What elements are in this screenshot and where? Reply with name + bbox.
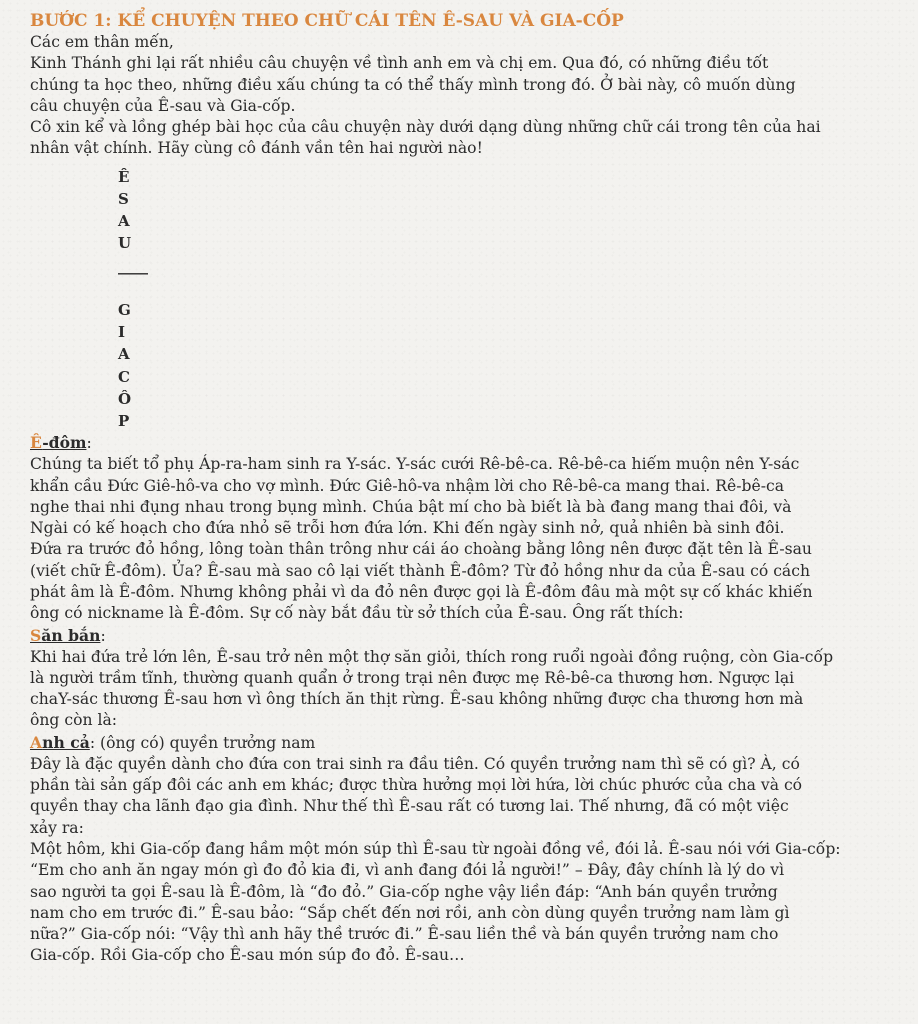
text-line: Khi hai đứa trẻ lớn lên, Ê-sau trở nên một thợ săn giỏi, thích rong ruổi ngoài đồng ruộng, còn Gia-cốp <box>30 647 834 666</box>
letter-separator: ____ <box>118 256 148 275</box>
text-line: ông có nickname là Ê-đôm. Sự cố này bắt đầu từ sở thích của Ê-sau. Ông rất thích: <box>30 604 684 623</box>
heading-initial: A <box>30 732 43 752</box>
letter: A <box>118 345 130 364</box>
heading-rest: -đôm <box>42 433 87 453</box>
text-line: quyền thay cha lãnh đạo gia đình. Như thế thì Ê-sau rất có tương lai. Thế nhưng, đã có một việc <box>30 797 789 816</box>
text-line: phát âm là Ê-đôm. Nhưng không phải vì da đỏ nên được gọi là Ê-đôm đâu mà một sự cố khác khiến <box>30 583 813 601</box>
heading-rest: nh cả <box>42 732 90 752</box>
text-line: Ngài có kế hoạch cho đứa nhỏ sẽ trỗi hơn đứa lớn. Khi đến ngày sinh nở, quả nhiên bà sinh đôi. <box>30 519 785 538</box>
document-page <box>30 10 902 967</box>
text-line: sao người ta gọi Ê-sau là Ê-đôm, là “đo đỏ.” Gia-cốp nghe vậy liền đáp: “Anh bán quyền trưởng <box>30 882 778 901</box>
heading-initial: S <box>30 625 42 645</box>
text-line: xảy ra: <box>30 818 84 837</box>
text-line: nghe thai nhi đụng nhau trong bụng mình. Chúa bật mí cho bà biết là bà đang mang thai đôi, và <box>30 497 792 516</box>
letter-spacer <box>118 277 902 299</box>
text-line: (viết chữ Ê-đôm). Ủa? Ê-sau mà sao cô lại viết thành Ê-đôm? Từ đỏ hồng như da của Ê-sau có cách <box>30 561 811 580</box>
text-line: nữa?” Gia-cốp nói: “Vậy thì anh hãy thề trước đi.” Ê-sau liền thề và bán quyền trưởng nam cho <box>30 925 779 944</box>
letter: G <box>118 301 131 319</box>
section-heading <box>30 732 902 754</box>
page-title: BƯỚC 1: KỂ CHUYỆN THEO CHỮ CÁI TÊN Ê-SAU VÀ GIA-CỐP <box>30 11 624 31</box>
letter: Ê <box>118 167 130 186</box>
text-line: chaY-sác thương Ê-sau hơn vì ông thích ăn thịt rừng. Ê-sau không những được cha thương hơn mà <box>30 690 804 709</box>
intro-text <box>30 32 902 160</box>
text-line: “Em cho anh ăn ngay món gì đo đỏ kia đi, vì anh đang đói lả người!” – Đây, đây chính là lý do vì <box>30 861 785 880</box>
text-line: Đứa ra trước đỏ hồng, lông toàn thân trông như cái áo choàng bằng lông nên được đặt tên là Ê-sau <box>30 540 812 559</box>
section-san-ban <box>30 625 902 732</box>
text-line: chúng ta học theo, những điều xấu chúng ta có thể thấy mình trong đó. Ở bài này, cô muốn dùng <box>30 75 796 94</box>
section-e-dom <box>30 432 902 624</box>
letter: S <box>118 189 129 208</box>
letter: C <box>118 367 130 386</box>
section-heading <box>30 432 902 454</box>
heading-rest: ăn bắn <box>41 625 101 645</box>
heading-initial: Ê <box>30 433 43 453</box>
text-line: câu chuyện của Ê-sau và Gia-cốp. <box>30 96 296 115</box>
letter: Ô <box>118 389 132 408</box>
text-line: Cô xin kể và lồng ghép bài học của câu chuyện này dưới dạng dùng những chữ cái trong tên của hai <box>30 118 821 137</box>
text-line: Gia-cốp. Rồi Gia-cốp cho Ê-sau món súp đo đỏ. Ê-sau… <box>30 946 465 965</box>
section-heading <box>30 625 902 647</box>
heading-suffix: : <box>86 434 92 453</box>
text-line: Đây là đặc quyền dành cho đứa con trai sinh ra đầu tiên. Có quyền trưởng nam thì sẽ có gì? À, có <box>30 754 800 773</box>
text-line: phần tài sản gấp đôi các anh em khác; được thừa hưởng mọi lời hứa, lời chúc phước của cha và có <box>30 776 803 795</box>
text-line: Một hôm, khi Gia-cốp đang hầm một món súp thì Ê-sau từ ngoài đồng về, đói lả. Ê-sau nói với Gia-cốp: <box>30 839 841 858</box>
text-line: là người trầm tĩnh, thường quanh quẩn ở trong trại nên được mẹ Rê-bê-ca thương hơn. Ngược lại <box>30 668 795 687</box>
text-line: nam cho em trước đi.” Ê-sau bảo: “Sắp chết đến nơi rồi, anh còn dùng quyền trưởng nam làm gì <box>30 903 790 922</box>
letter: I <box>118 323 126 342</box>
text-line: ông còn là: <box>30 711 118 730</box>
text-line: Kinh Thánh ghi lại rất nhiều câu chuyện về tình anh em và chị em. Qua đó, có những điều tốt <box>30 54 769 73</box>
letter: U <box>118 234 132 253</box>
text-line: khẩn cầu Đức Giê-hô-va cho vợ mình. Đức Giê-hô-va nhậm lời cho Rê-bê-ca mang thai. Rê-bê-ca <box>30 476 785 495</box>
text-line: nhân vật chính. Hãy cùng cô đánh vần tên hai người nào! <box>30 139 483 158</box>
heading-suffix: : <box>100 626 106 645</box>
letter: A <box>118 212 130 231</box>
heading-suffix: : (ông có) quyền trưởng nam <box>89 733 316 752</box>
text-line: Chúng ta biết tổ phụ Áp-ra-ham sinh ra Y-sác. Y-sác cưới Rê-bê-ca. Rê-bê-ca hiếm muộn nên Y-sác <box>30 455 800 474</box>
letter: P <box>118 412 130 431</box>
text-line: Các em thân mến, <box>30 33 174 51</box>
name-letters <box>118 166 902 432</box>
section-anh-ca <box>30 732 902 967</box>
